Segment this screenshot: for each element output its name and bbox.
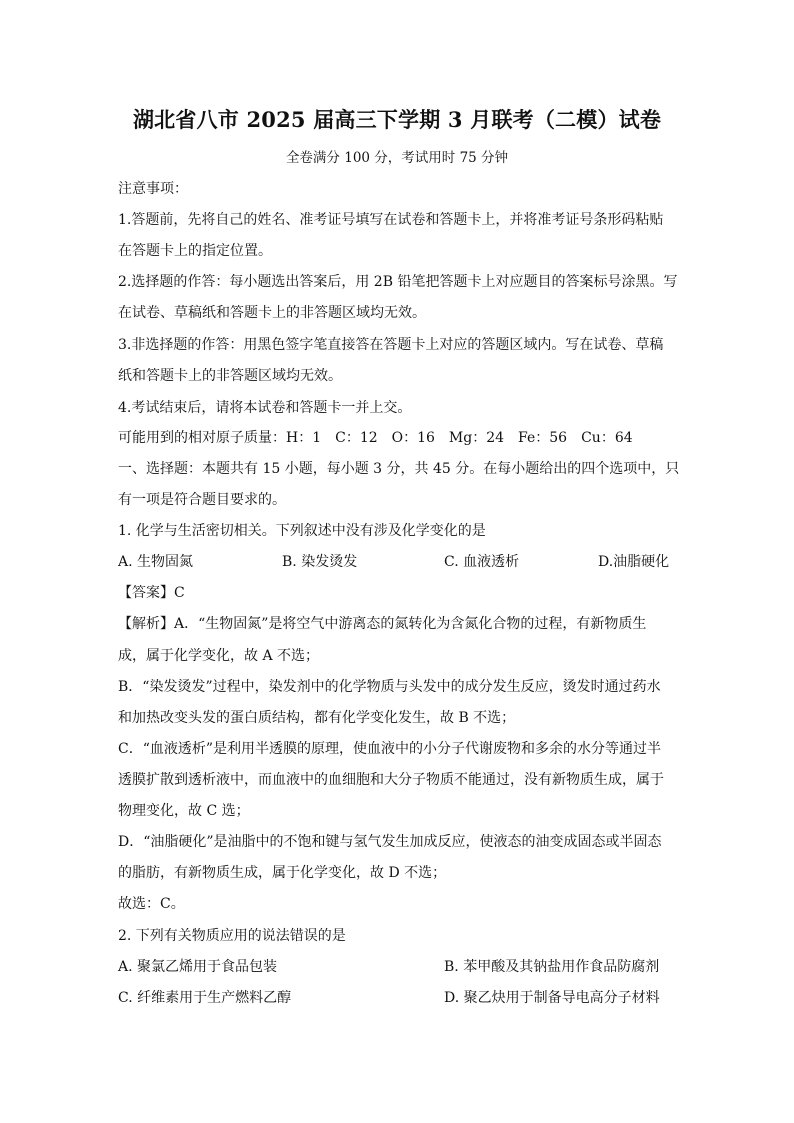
- q2-option-b: B. 苯甲酸及其钠盐用作食品防腐剂: [444, 959, 660, 975]
- section-heading: 一、选择题：本题共有 15 小题，每小题 3 分，共 45 分。在每小题给出的四个选项中，只: [118, 461, 680, 477]
- note-line: 1.答题前，先将自己的姓名、准考证号填写在试卷和答题卡上，并将准考证号条形码粘贴: [118, 212, 664, 228]
- note-line: 2.选择题的作答：每小题选出答案后，用 2B 铅笔把答题卡上对应题目的答案标号涂黑。写: [118, 274, 678, 290]
- section-heading-cont: 有一项是符合题目要求的。: [118, 492, 286, 508]
- q1-answer: 【答案】C: [118, 585, 185, 601]
- q1-analysis-line: 和加热改变头发的蛋白质结构，都有化学变化发生，故 B 不选；: [118, 710, 516, 726]
- q2-option-a: A. 聚氯乙烯用于食品包装: [118, 959, 278, 975]
- question-1-stem: 1. 化学与生活密切相关。下列叙述中没有涉及化学变化的是: [118, 523, 486, 539]
- note-line: 在答题卡上的指定位置。: [118, 243, 272, 259]
- notes-heading: 注意事项：: [118, 181, 188, 197]
- q1-analysis-line: 故选：C。: [118, 896, 185, 912]
- page-subtitle: 全卷满分 100 分，考试用时 75 分钟: [285, 150, 509, 166]
- note-line: 4.考试结束后，请将本试卷和答题卡一并上交。: [118, 400, 412, 416]
- q1-analysis-line: D．“油脂硬化”是油脂中的不饱和键与氢气发生加成反应，使液态的油变成固态或半固态: [118, 834, 662, 850]
- q1-analysis-line: 【解析】A．“生物固氮”是将空气中游离态的氮转化为含氮化合物的过程，有新物质生: [118, 616, 647, 632]
- q1-analysis-line: 的脂肪，有新物质生成，属于化学变化，故 D 不选；: [118, 865, 447, 881]
- q1-analysis-line: 透膜扩散到透析液中，而血液中的血细胞和大分子物质不能通过，没有新物质生成，属于: [118, 772, 664, 788]
- q1-analysis-line: 成，属于化学变化，故 A 不选；: [118, 648, 320, 664]
- q1-analysis-line: C．“血液透析”是利用半透膜的原理，使血液中的小分子代谢废物和多余的水分等通过半: [118, 741, 662, 757]
- q1-option-c: C. 血液透析: [444, 554, 520, 570]
- q1-option-a: A. 生物固氮: [118, 554, 194, 570]
- q1-option-d: D.油脂硬化: [598, 554, 670, 570]
- page-title: 湖北省八市 2025 届高三下学期 3 月联考（二模）试卷: [132, 107, 662, 132]
- note-line: 3.非选择题的作答：用黑色签字笔直接答在答题卡上对应的答题区域内。写在试卷、草稿: [118, 337, 664, 353]
- note-line: 在试卷、草稿纸和答题卡上的非答题区域均无效。: [118, 305, 426, 321]
- q2-option-c: C. 纤维素用于生产燃料乙醇: [118, 990, 292, 1006]
- atomic-masses: 可能用到的相对原子质量：H：1 C：12 O：16 Mg：24 Fe：56 Cu：64: [118, 430, 633, 446]
- q1-option-b: B. 染发烫发: [282, 554, 358, 570]
- q1-analysis-line: B．“染发烫发”过程中，染发剂中的化学物质与头发中的成分发生反应，烫发时通过药水: [118, 679, 661, 695]
- q1-analysis-line: 物理变化，故 C 选；: [118, 803, 250, 819]
- note-line: 纸和答题卡上的非答题区域均无效。: [118, 368, 342, 384]
- q2-option-d: D. 聚乙炔用于制备导电高分子材料: [444, 990, 660, 1006]
- question-2-stem: 2. 下列有关物质应用的说法错误的是: [118, 928, 346, 944]
